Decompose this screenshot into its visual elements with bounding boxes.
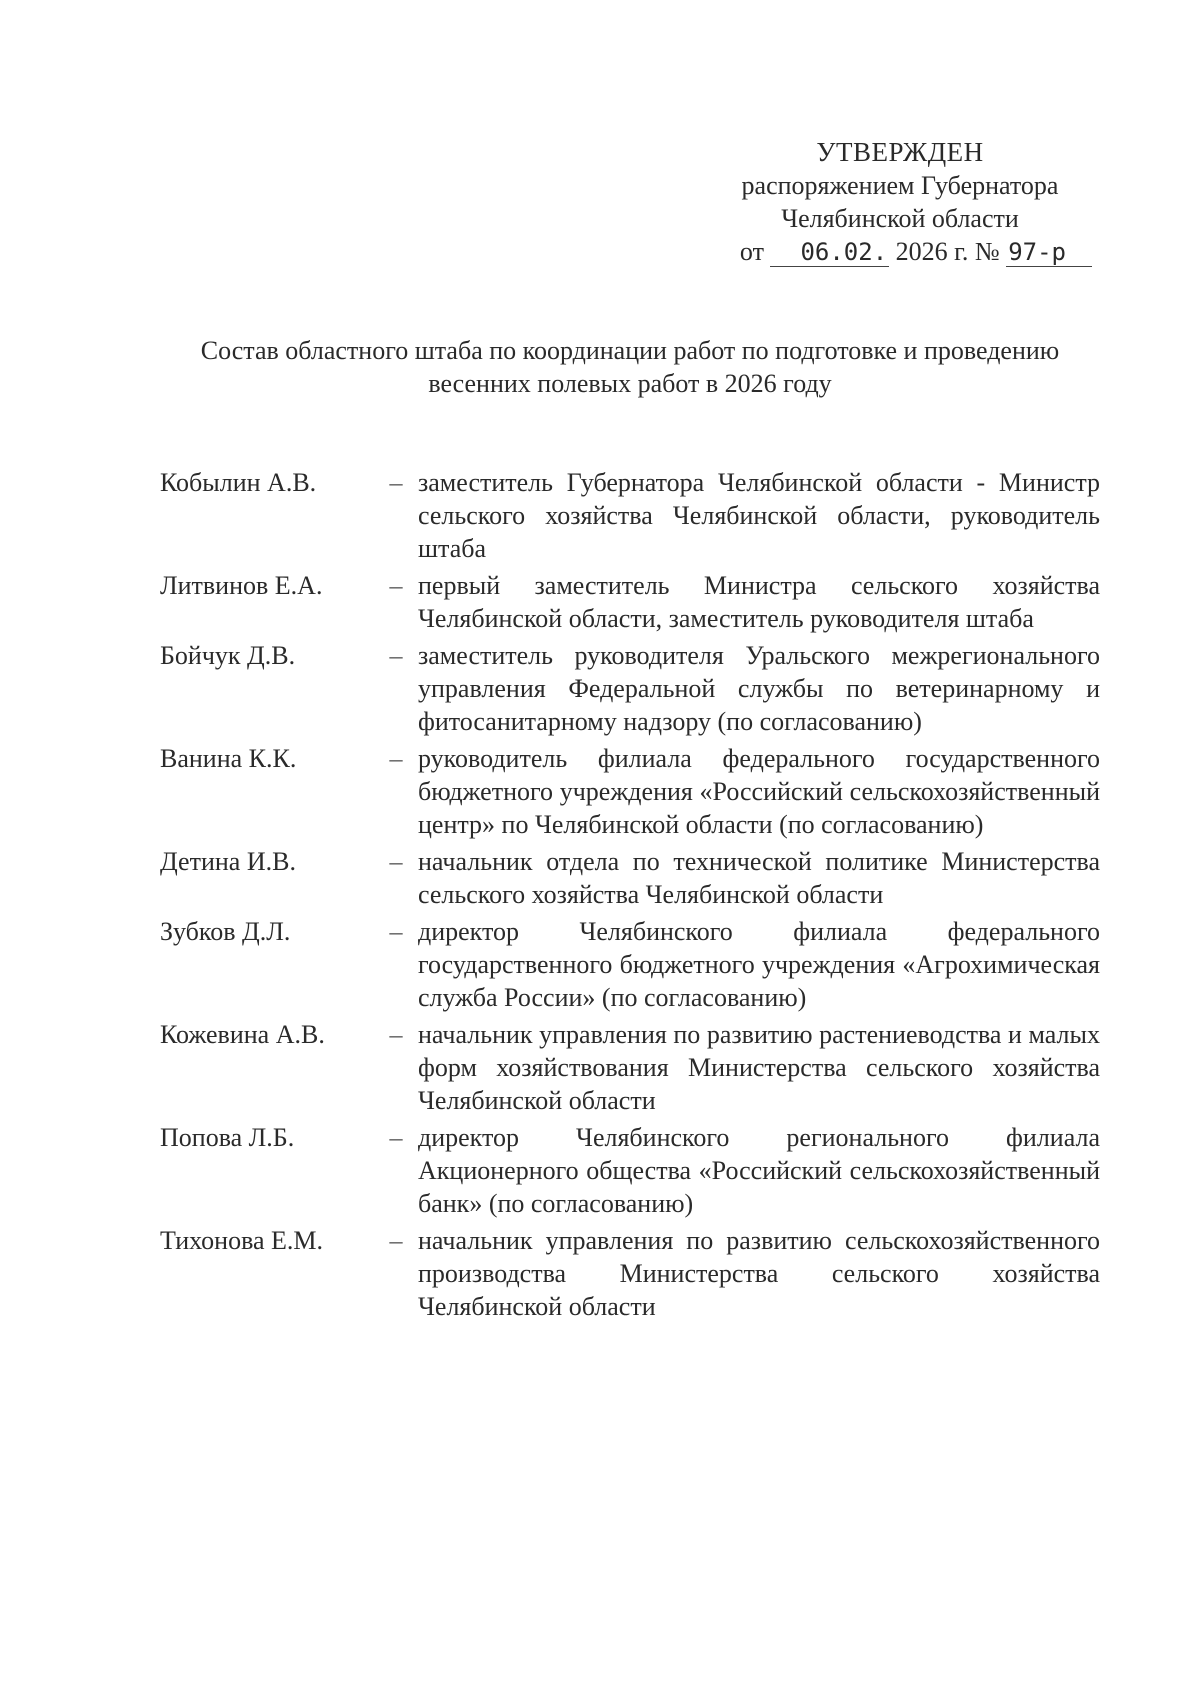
member-description: заместитель Губернатора Челябинской области - Министр сельского хозяйства Челябинской области, руководитель штаба — [418, 468, 1100, 563]
member-row — [160, 1121, 1100, 1220]
approval-line-1: распоряжением Губернатора — [741, 171, 1059, 200]
member-name: Кобылин А.В. — [160, 468, 317, 497]
member-name: Детина И.В. — [160, 847, 296, 876]
member-row — [160, 845, 1100, 911]
member-description: директор Челябинского регионального филиала Акционерного общества «Российский сельскохозяйственный банк» (по согласованию) — [418, 1123, 1100, 1218]
title-line-1: Состав областного штаба по координации работ по подготовке и проведению — [200, 336, 1060, 365]
member-dash: – — [389, 1123, 403, 1152]
member-description: начальник управления по развитию растениеводства и малых форм хозяйствования Министерства сельского хозяйства Челябинской области — [418, 1020, 1100, 1115]
member-dash: – — [389, 1226, 403, 1255]
member-row — [160, 466, 1100, 565]
member-name: Ванина К.К. — [160, 744, 297, 773]
approval-year: 2026 г. № — [895, 237, 1000, 266]
member-description: начальник отдела по технической политике Министерства сельского хозяйства Челябинской области — [418, 847, 1100, 909]
member-row — [160, 1018, 1100, 1117]
approval-block — [700, 136, 1100, 269]
approval-number: 97-р — [1006, 238, 1092, 267]
member-dash: – — [389, 571, 403, 600]
member-name: Тихонова Е.М. — [160, 1226, 324, 1255]
approval-heading: УТВЕРЖДЕН — [816, 137, 984, 167]
member-row — [160, 1224, 1100, 1323]
member-name: Бойчук Д.В. — [160, 641, 296, 670]
approval-line-2: Челябинской области — [781, 204, 1019, 233]
approval-date: 06.02. — [770, 238, 889, 267]
member-name: Литвинов Е.А. — [160, 571, 323, 600]
member-description: руководитель филиала федерального государственного бюджетного учреждения «Российский сельскохозяйственный центр» по Челябинской области (по согласованию) — [418, 744, 1100, 839]
member-description: начальник управления по развитию сельскохозяйственного производства Министерства сельского хозяйства Челябинской области — [418, 1226, 1100, 1321]
member-row — [160, 742, 1100, 841]
document-title — [140, 334, 1120, 400]
member-dash: – — [389, 468, 403, 497]
member-row — [160, 915, 1100, 1014]
members-list — [160, 466, 1100, 1327]
member-dash: – — [389, 744, 403, 773]
member-name: Попова Л.Б. — [160, 1123, 295, 1152]
title-line-2: весенних полевых работ в 2026 году — [428, 369, 832, 398]
member-row — [160, 639, 1100, 738]
member-name: Зубков Д.Л. — [160, 917, 291, 946]
approval-date-line — [700, 235, 1092, 269]
member-dash: – — [389, 641, 403, 670]
member-name: Кожевина А.В. — [160, 1020, 325, 1049]
member-row — [160, 569, 1100, 635]
member-dash: – — [389, 1020, 403, 1049]
member-description: заместитель руководителя Уральского межрегионального управления Федеральной службы по ветеринарному и фитосанитарному надзору (по согласованию) — [418, 641, 1100, 736]
member-dash: – — [389, 917, 403, 946]
date-prefix: от — [739, 237, 764, 266]
member-description: директор Челябинского филиала федерального государственного бюджетного учреждения «Агрохимическая служба России» (по согласованию) — [418, 917, 1100, 1012]
member-dash: – — [389, 847, 403, 876]
member-description: первый заместитель Министра сельского хозяйства Челябинской области, заместитель руководителя штаба — [418, 571, 1100, 633]
